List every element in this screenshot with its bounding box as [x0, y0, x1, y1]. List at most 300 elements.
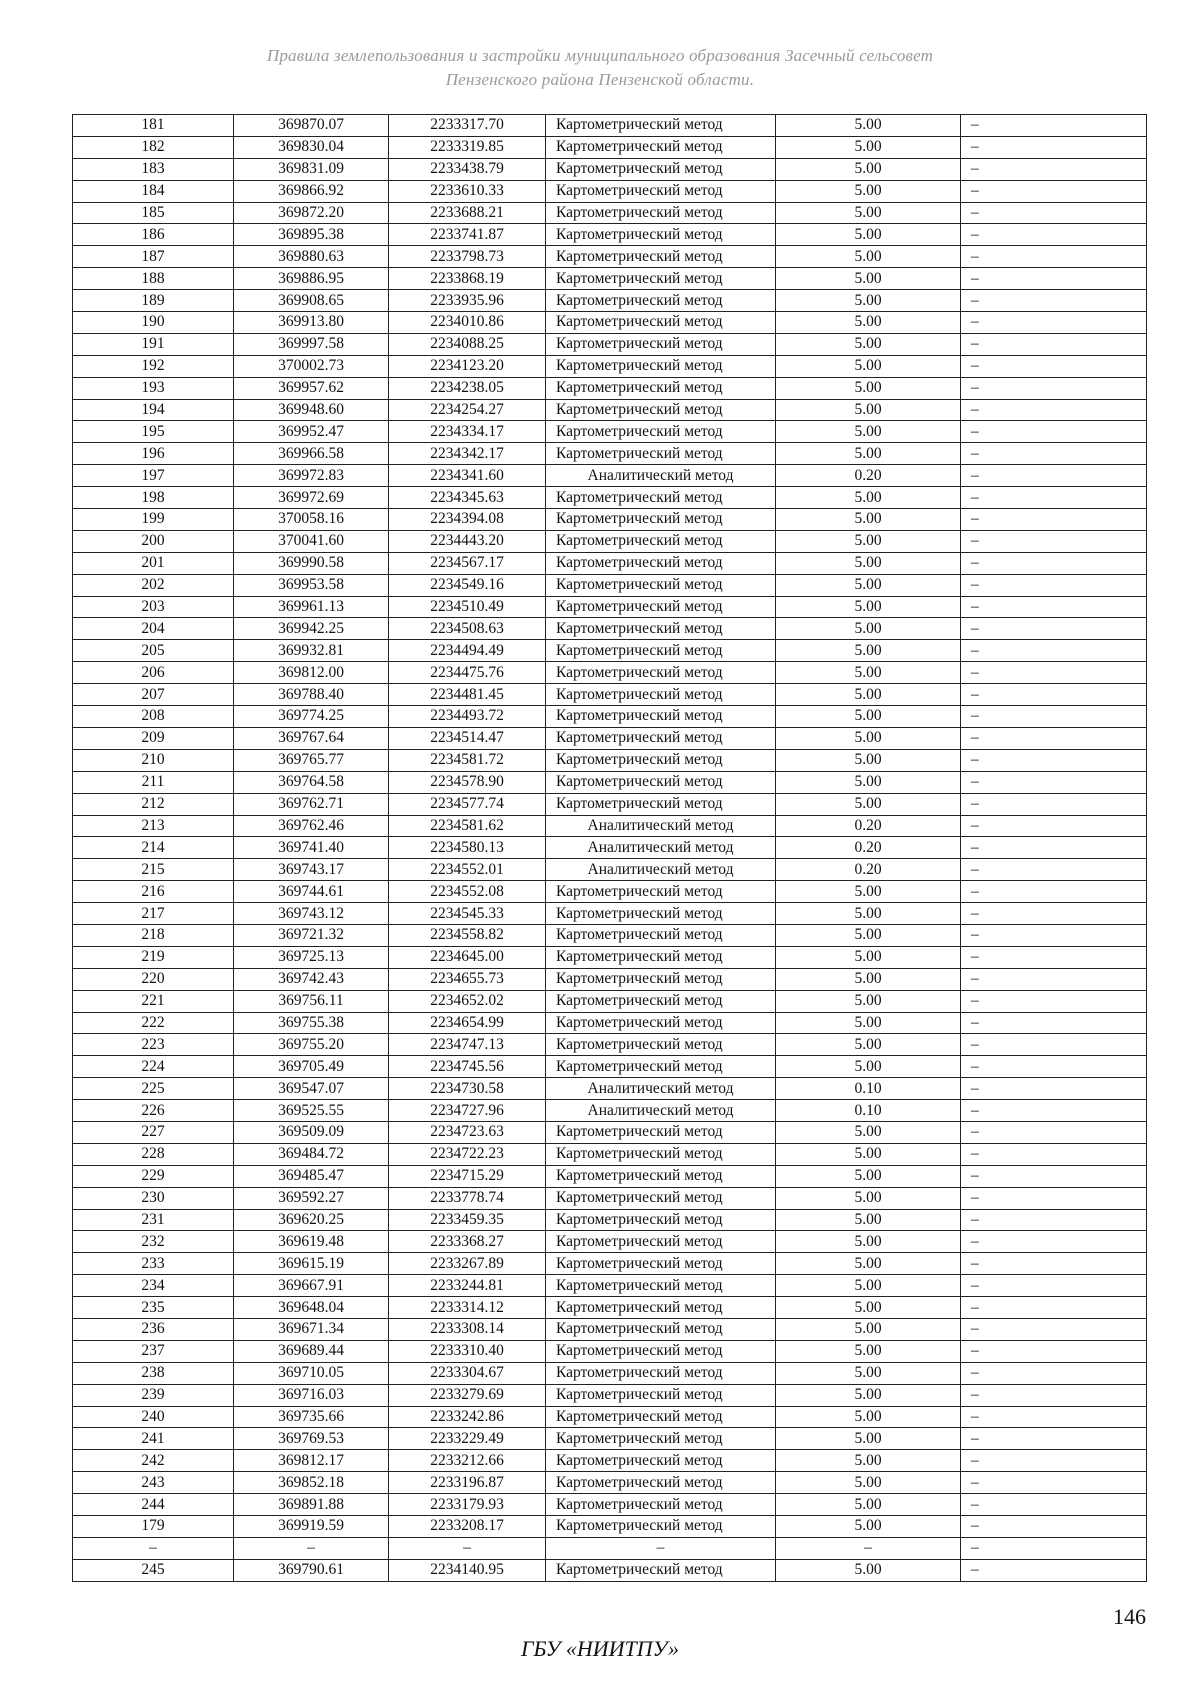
- x-coordinate-cell: 369744.61: [234, 881, 389, 903]
- y-coordinate-cell: 2234549.16: [389, 574, 546, 596]
- point-number-cell: 242: [73, 1450, 234, 1472]
- x-coordinate-cell: 369765.77: [234, 749, 389, 771]
- method-cell: Картометрический метод: [546, 487, 776, 509]
- description-cell: –: [961, 1056, 1147, 1078]
- x-coordinate-cell: 369913.80: [234, 312, 389, 334]
- description-cell: –: [961, 903, 1147, 925]
- y-coordinate-cell: 2234238.05: [389, 377, 546, 399]
- point-number-cell: 197: [73, 465, 234, 487]
- point-number-cell: 237: [73, 1340, 234, 1362]
- x-coordinate-cell: 369812.17: [234, 1450, 389, 1472]
- y-coordinate-cell: 2233267.89: [389, 1253, 546, 1275]
- accuracy-cell: 5.00: [776, 793, 961, 815]
- accuracy-cell: 5.00: [776, 136, 961, 158]
- description-cell: –: [961, 421, 1147, 443]
- method-cell: Картометрический метод: [546, 990, 776, 1012]
- y-coordinate-cell: 2233208.17: [389, 1516, 546, 1538]
- description-cell: –: [961, 1537, 1147, 1559]
- description-cell: –: [961, 333, 1147, 355]
- y-coordinate-cell: 2234645.00: [389, 946, 546, 968]
- accuracy-cell: 5.00: [776, 1275, 961, 1297]
- point-number-cell: 182: [73, 136, 234, 158]
- method-cell: Картометрический метод: [546, 1450, 776, 1472]
- table-row: [73, 749, 1147, 771]
- x-coordinate-cell: 369812.00: [234, 662, 389, 684]
- table-row: [73, 1056, 1147, 1078]
- table-row: [73, 399, 1147, 421]
- method-cell: Картометрический метод: [546, 443, 776, 465]
- accuracy-cell: 5.00: [776, 399, 961, 421]
- description-cell: –: [961, 1078, 1147, 1100]
- method-cell: Картометрический метод: [546, 1187, 776, 1209]
- y-coordinate-cell: 2234552.01: [389, 859, 546, 881]
- method-cell: Картометрический метод: [546, 1318, 776, 1340]
- point-number-cell: 187: [73, 246, 234, 268]
- description-cell: –: [961, 180, 1147, 202]
- x-coordinate-cell: 369484.72: [234, 1143, 389, 1165]
- description-cell: –: [961, 399, 1147, 421]
- method-cell: Картометрический метод: [546, 1231, 776, 1253]
- accuracy-cell: 5.00: [776, 333, 961, 355]
- x-coordinate-cell: 369830.04: [234, 136, 389, 158]
- x-coordinate-cell: 369592.27: [234, 1187, 389, 1209]
- y-coordinate-cell: 2234652.02: [389, 990, 546, 1012]
- table-row: [73, 312, 1147, 334]
- accuracy-cell: 0.10: [776, 1100, 961, 1122]
- x-coordinate-cell: 369790.61: [234, 1559, 389, 1581]
- x-coordinate-cell: 369667.91: [234, 1275, 389, 1297]
- table-row: [73, 990, 1147, 1012]
- accuracy-cell: 5.00: [776, 924, 961, 946]
- x-coordinate-cell: 369961.13: [234, 596, 389, 618]
- y-coordinate-cell: 2233244.81: [389, 1275, 546, 1297]
- accuracy-cell: 5.00: [776, 1362, 961, 1384]
- y-coordinate-cell: 2233368.27: [389, 1231, 546, 1253]
- x-coordinate-cell: 369509.09: [234, 1121, 389, 1143]
- point-number-cell: 243: [73, 1472, 234, 1494]
- x-coordinate-cell: 369756.11: [234, 990, 389, 1012]
- table-row: [73, 377, 1147, 399]
- method-cell: Картометрический метод: [546, 662, 776, 684]
- table-row: [73, 1340, 1147, 1362]
- y-coordinate-cell: 2234727.96: [389, 1100, 546, 1122]
- point-number-cell: 224: [73, 1056, 234, 1078]
- coordinates-table-body: [73, 115, 1147, 1582]
- x-coordinate-cell: 369735.66: [234, 1406, 389, 1428]
- table-row: [73, 202, 1147, 224]
- accuracy-cell: 5.00: [776, 202, 961, 224]
- y-coordinate-cell: 2234654.99: [389, 1012, 546, 1034]
- description-cell: –: [961, 596, 1147, 618]
- table-row: [73, 1209, 1147, 1231]
- method-cell: Аналитический метод: [546, 1100, 776, 1122]
- point-number-cell: 241: [73, 1428, 234, 1450]
- accuracy-cell: 5.00: [776, 1165, 961, 1187]
- x-coordinate-cell: 369615.19: [234, 1253, 389, 1275]
- accuracy-cell: 5.00: [776, 290, 961, 312]
- accuracy-cell: 5.00: [776, 487, 961, 509]
- accuracy-cell: 5.00: [776, 224, 961, 246]
- table-row: [73, 1362, 1147, 1384]
- accuracy-cell: 5.00: [776, 1384, 961, 1406]
- description-cell: –: [961, 684, 1147, 706]
- x-coordinate-cell: 369997.58: [234, 333, 389, 355]
- accuracy-cell: 5.00: [776, 1340, 961, 1362]
- x-coordinate-cell: 369886.95: [234, 268, 389, 290]
- description-cell: –: [961, 749, 1147, 771]
- y-coordinate-cell: 2233610.33: [389, 180, 546, 202]
- point-number-cell: 193: [73, 377, 234, 399]
- x-coordinate-cell: 369619.48: [234, 1231, 389, 1253]
- method-cell: Аналитический метод: [546, 859, 776, 881]
- accuracy-cell: 0.10: [776, 1078, 961, 1100]
- point-number-cell: 214: [73, 837, 234, 859]
- accuracy-cell: 5.00: [776, 158, 961, 180]
- point-number-cell: 192: [73, 355, 234, 377]
- method-cell: Картометрический метод: [546, 246, 776, 268]
- description-cell: –: [961, 1209, 1147, 1231]
- y-coordinate-cell: 2233778.74: [389, 1187, 546, 1209]
- accuracy-cell: 5.00: [776, 1406, 961, 1428]
- accuracy-cell: 5.00: [776, 1121, 961, 1143]
- accuracy-cell: 5.00: [776, 990, 961, 1012]
- point-number-cell: 227: [73, 1121, 234, 1143]
- table-row: [73, 574, 1147, 596]
- point-number-cell: 196: [73, 443, 234, 465]
- accuracy-cell: 5.00: [776, 596, 961, 618]
- description-cell: –: [961, 312, 1147, 334]
- y-coordinate-cell: 2234715.29: [389, 1165, 546, 1187]
- accuracy-cell: 5.00: [776, 1516, 961, 1538]
- table-row: [73, 246, 1147, 268]
- method-cell: Картометрический метод: [546, 1428, 776, 1450]
- accuracy-cell: 5.00: [776, 509, 961, 531]
- point-number-cell: 215: [73, 859, 234, 881]
- accuracy-cell: 5.00: [776, 115, 961, 137]
- table-row: [73, 115, 1147, 137]
- x-coordinate-cell: 370041.60: [234, 530, 389, 552]
- table-row: [73, 465, 1147, 487]
- table-row: [73, 180, 1147, 202]
- table-row: [73, 1537, 1147, 1559]
- method-cell: Картометрический метод: [546, 1034, 776, 1056]
- accuracy-cell: 5.00: [776, 246, 961, 268]
- point-number-cell: 189: [73, 290, 234, 312]
- description-cell: –: [961, 706, 1147, 728]
- description-cell: –: [961, 1100, 1147, 1122]
- description-cell: –: [961, 837, 1147, 859]
- accuracy-cell: 5.00: [776, 771, 961, 793]
- point-number-cell: 244: [73, 1494, 234, 1516]
- x-coordinate-cell: 369716.03: [234, 1384, 389, 1406]
- y-coordinate-cell: 2233935.96: [389, 290, 546, 312]
- method-cell: Картометрический метод: [546, 1406, 776, 1428]
- table-row: [73, 1450, 1147, 1472]
- table-row: [73, 1100, 1147, 1122]
- point-number-cell: 203: [73, 596, 234, 618]
- description-cell: –: [961, 1121, 1147, 1143]
- description-cell: –: [961, 727, 1147, 749]
- y-coordinate-cell: –: [389, 1537, 546, 1559]
- table-row: [73, 552, 1147, 574]
- accuracy-cell: 5.00: [776, 1056, 961, 1078]
- point-number-cell: 219: [73, 946, 234, 968]
- x-coordinate-cell: 369743.17: [234, 859, 389, 881]
- table-row: [73, 1297, 1147, 1319]
- accuracy-cell: 5.00: [776, 903, 961, 925]
- description-cell: –: [961, 815, 1147, 837]
- accuracy-cell: 5.00: [776, 640, 961, 662]
- accuracy-cell: 5.00: [776, 377, 961, 399]
- description-cell: –: [961, 1472, 1147, 1494]
- table-row: [73, 706, 1147, 728]
- y-coordinate-cell: 2234552.08: [389, 881, 546, 903]
- y-coordinate-cell: 2234342.17: [389, 443, 546, 465]
- table-row: [73, 684, 1147, 706]
- y-coordinate-cell: 2234514.47: [389, 727, 546, 749]
- description-cell: –: [961, 246, 1147, 268]
- point-number-cell: 225: [73, 1078, 234, 1100]
- description-cell: –: [961, 1450, 1147, 1472]
- accuracy-cell: 5.00: [776, 268, 961, 290]
- y-coordinate-cell: 2233179.93: [389, 1494, 546, 1516]
- point-number-cell: 181: [73, 115, 234, 137]
- method-cell: Картометрический метод: [546, 1209, 776, 1231]
- method-cell: Картометрический метод: [546, 727, 776, 749]
- accuracy-cell: 5.00: [776, 727, 961, 749]
- point-number-cell: 245: [73, 1559, 234, 1581]
- point-number-cell: 210: [73, 749, 234, 771]
- table-row: [73, 1384, 1147, 1406]
- y-coordinate-cell: 2234745.56: [389, 1056, 546, 1078]
- point-number-cell: 195: [73, 421, 234, 443]
- description-cell: –: [961, 1165, 1147, 1187]
- point-number-cell: 223: [73, 1034, 234, 1056]
- method-cell: Картометрический метод: [546, 1165, 776, 1187]
- accuracy-cell: 5.00: [776, 881, 961, 903]
- description-cell: –: [961, 1406, 1147, 1428]
- y-coordinate-cell: 2233310.40: [389, 1340, 546, 1362]
- x-coordinate-cell: 369485.47: [234, 1165, 389, 1187]
- point-number-cell: 231: [73, 1209, 234, 1231]
- table-row: [73, 1187, 1147, 1209]
- method-cell: Аналитический метод: [546, 815, 776, 837]
- table-row: [73, 1406, 1147, 1428]
- description-cell: –: [961, 968, 1147, 990]
- method-cell: Картометрический метод: [546, 684, 776, 706]
- description-cell: –: [961, 1231, 1147, 1253]
- table-row: [73, 640, 1147, 662]
- description-cell: –: [961, 487, 1147, 509]
- point-number-cell: 226: [73, 1100, 234, 1122]
- point-number-cell: 234: [73, 1275, 234, 1297]
- point-number-cell: 199: [73, 509, 234, 531]
- x-coordinate-cell: 369891.88: [234, 1494, 389, 1516]
- table-row: [73, 859, 1147, 881]
- method-cell: Картометрический метод: [546, 1297, 776, 1319]
- accuracy-cell: 0.20: [776, 837, 961, 859]
- description-cell: –: [961, 136, 1147, 158]
- y-coordinate-cell: 2234722.23: [389, 1143, 546, 1165]
- table-row: [73, 1143, 1147, 1165]
- table-row: [73, 618, 1147, 640]
- description-cell: –: [961, 1384, 1147, 1406]
- x-coordinate-cell: 369743.12: [234, 903, 389, 925]
- table-row: [73, 968, 1147, 990]
- x-coordinate-cell: 369895.38: [234, 224, 389, 246]
- table-row: [73, 727, 1147, 749]
- point-number-cell: 179: [73, 1516, 234, 1538]
- point-number-cell: 201: [73, 552, 234, 574]
- accuracy-cell: 5.00: [776, 706, 961, 728]
- method-cell: Картометрический метод: [546, 903, 776, 925]
- table-row: [73, 1472, 1147, 1494]
- accuracy-cell: 5.00: [776, 312, 961, 334]
- y-coordinate-cell: 2234475.76: [389, 662, 546, 684]
- y-coordinate-cell: 2233242.86: [389, 1406, 546, 1428]
- x-coordinate-cell: 369919.59: [234, 1516, 389, 1538]
- y-coordinate-cell: 2234747.13: [389, 1034, 546, 1056]
- point-number-cell: 222: [73, 1012, 234, 1034]
- description-cell: –: [961, 924, 1147, 946]
- coordinates-table: [72, 114, 1147, 1582]
- method-cell: Картометрический метод: [546, 1472, 776, 1494]
- y-coordinate-cell: 2233319.85: [389, 136, 546, 158]
- table-row: [73, 1253, 1147, 1275]
- method-cell: Картометрический метод: [546, 333, 776, 355]
- x-coordinate-cell: 369755.20: [234, 1034, 389, 1056]
- point-number-cell: 217: [73, 903, 234, 925]
- y-coordinate-cell: 2234510.49: [389, 596, 546, 618]
- table-row: [73, 421, 1147, 443]
- method-cell: Картометрический метод: [546, 136, 776, 158]
- accuracy-cell: 5.00: [776, 1209, 961, 1231]
- y-coordinate-cell: 2233459.35: [389, 1209, 546, 1231]
- table-row: [73, 946, 1147, 968]
- method-cell: Картометрический метод: [546, 1143, 776, 1165]
- method-cell: Картометрический метод: [546, 946, 776, 968]
- table-row: [73, 1559, 1147, 1581]
- point-number-cell: 218: [73, 924, 234, 946]
- accuracy-cell: –: [776, 1537, 961, 1559]
- table-row: [73, 1231, 1147, 1253]
- point-number-cell: 204: [73, 618, 234, 640]
- y-coordinate-cell: 2234730.58: [389, 1078, 546, 1100]
- point-number-cell: 205: [73, 640, 234, 662]
- y-coordinate-cell: 2234580.13: [389, 837, 546, 859]
- x-coordinate-cell: 369948.60: [234, 399, 389, 421]
- x-coordinate-cell: 369762.46: [234, 815, 389, 837]
- point-number-cell: 240: [73, 1406, 234, 1428]
- table-row: [73, 1034, 1147, 1056]
- x-coordinate-cell: 369972.83: [234, 465, 389, 487]
- x-coordinate-cell: 369705.49: [234, 1056, 389, 1078]
- description-cell: –: [961, 443, 1147, 465]
- description-cell: –: [961, 793, 1147, 815]
- accuracy-cell: 5.00: [776, 421, 961, 443]
- method-cell: Картометрический метод: [546, 530, 776, 552]
- y-coordinate-cell: 2233304.67: [389, 1362, 546, 1384]
- table-row: [73, 596, 1147, 618]
- point-number-cell: 190: [73, 312, 234, 334]
- running-header-line1: Правила землепользования и застройки муниципального образования Засечный сельсовет: [266, 46, 934, 65]
- point-number-cell: 186: [73, 224, 234, 246]
- x-coordinate-cell: 369880.63: [234, 246, 389, 268]
- method-cell: Картометрический метод: [546, 771, 776, 793]
- y-coordinate-cell: 2234567.17: [389, 552, 546, 574]
- description-cell: –: [961, 1318, 1147, 1340]
- description-cell: –: [961, 618, 1147, 640]
- point-number-cell: 191: [73, 333, 234, 355]
- accuracy-cell: 5.00: [776, 552, 961, 574]
- description-cell: –: [961, 1143, 1147, 1165]
- y-coordinate-cell: 2234394.08: [389, 509, 546, 531]
- method-cell: Картометрический метод: [546, 290, 776, 312]
- x-coordinate-cell: 369755.38: [234, 1012, 389, 1034]
- point-number-cell: 216: [73, 881, 234, 903]
- point-number-cell: 235: [73, 1297, 234, 1319]
- description-cell: –: [961, 377, 1147, 399]
- point-number-cell: 200: [73, 530, 234, 552]
- method-cell: Картометрический метод: [546, 115, 776, 137]
- description-cell: –: [961, 859, 1147, 881]
- y-coordinate-cell: 2233438.79: [389, 158, 546, 180]
- method-cell: Картометрический метод: [546, 574, 776, 596]
- accuracy-cell: 5.00: [776, 1231, 961, 1253]
- description-cell: –: [961, 640, 1147, 662]
- accuracy-cell: 5.00: [776, 968, 961, 990]
- accuracy-cell: 0.20: [776, 815, 961, 837]
- description-cell: –: [961, 574, 1147, 596]
- table-row: [73, 793, 1147, 815]
- description-cell: –: [961, 990, 1147, 1012]
- description-cell: –: [961, 662, 1147, 684]
- y-coordinate-cell: 2234494.49: [389, 640, 546, 662]
- x-coordinate-cell: –: [234, 1537, 389, 1559]
- table-row: [73, 1165, 1147, 1187]
- y-coordinate-cell: 2233317.70: [389, 115, 546, 137]
- y-coordinate-cell: 2234088.25: [389, 333, 546, 355]
- accuracy-cell: 5.00: [776, 1253, 961, 1275]
- method-cell: Картометрический метод: [546, 968, 776, 990]
- point-number-cell: 202: [73, 574, 234, 596]
- table-row: [73, 1275, 1147, 1297]
- accuracy-cell: 5.00: [776, 1034, 961, 1056]
- table-row: [73, 1318, 1147, 1340]
- description-cell: –: [961, 290, 1147, 312]
- method-cell: Картометрический метод: [546, 509, 776, 531]
- description-cell: –: [961, 509, 1147, 531]
- description-cell: –: [961, 771, 1147, 793]
- y-coordinate-cell: 2234341.60: [389, 465, 546, 487]
- table-row: [73, 1494, 1147, 1516]
- method-cell: Картометрический метод: [546, 355, 776, 377]
- y-coordinate-cell: 2234508.63: [389, 618, 546, 640]
- x-coordinate-cell: 369774.25: [234, 706, 389, 728]
- running-header-line2: Пензенского района Пензенской области.: [445, 70, 755, 89]
- x-coordinate-cell: 369671.34: [234, 1318, 389, 1340]
- point-number-cell: 238: [73, 1362, 234, 1384]
- point-number-cell: 233: [73, 1253, 234, 1275]
- y-coordinate-cell: 2233314.12: [389, 1297, 546, 1319]
- point-number-cell: 232: [73, 1231, 234, 1253]
- accuracy-cell: 5.00: [776, 684, 961, 706]
- x-coordinate-cell: 369721.32: [234, 924, 389, 946]
- accuracy-cell: 0.20: [776, 859, 961, 881]
- table-row: [73, 333, 1147, 355]
- description-cell: –: [961, 1034, 1147, 1056]
- accuracy-cell: 5.00: [776, 180, 961, 202]
